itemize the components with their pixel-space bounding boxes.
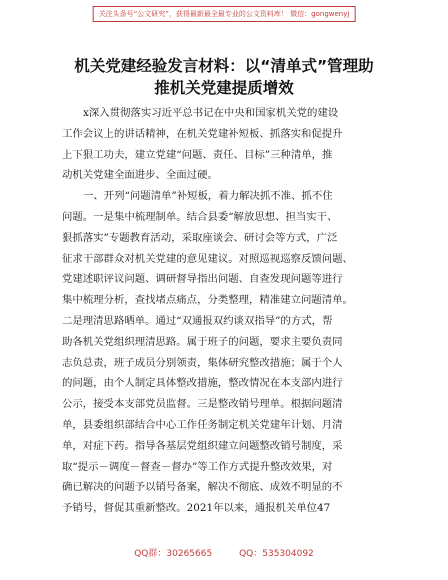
body-line: 单，对症下药。指导各基层党组织建立问题整改销号制度，采 [62, 439, 343, 452]
footer-qq: QQ：535304092 [239, 549, 314, 559]
body-line: 助各机关党组织理清思路。属于班子的问题，要求主要负责同 [62, 335, 343, 348]
body-line: 动机关党建全面进步、全面过硬。 [62, 169, 218, 182]
body-line: 志负总责，班子成员分别领责，集体研究整改措施；属于个人 [62, 356, 343, 369]
footer-qq-group: QQ群：30265665 [134, 549, 213, 559]
body-line: 的问题，由个人制定具体整改措施，整改情况在本支部内进行 [62, 377, 343, 390]
body-line: 问题。一是集中梳理制单。结合县委“解放思想、担当实干、 [62, 210, 338, 223]
header-banner: 关注头条号“公文研究”，获得最新最全最专业的公文资料库！ 微信：gongwenyj [93, 6, 356, 22]
body-line: 取“提示－调度－督查－督办”等工作方式提升整改效果，对 [62, 460, 333, 473]
document-body [62, 103, 387, 519]
body-line: 确已解决的问题予以销号备案，解决不彻底、成效不明显的不 [62, 481, 343, 494]
title-line-1: 机关党建经验发言材料：以“清单式”管理助 [74, 57, 374, 75]
title-line-2: 推机关党建提质增效 [154, 79, 294, 97]
body-line: 单，县委组织部结合中心工作任务制定机关党建年计划、月清 [62, 418, 343, 431]
footer-contacts [0, 546, 448, 559]
body-line: 集中梳理分析，查找堵点痛点，分类整理，精准建立问题清单。 [62, 294, 353, 307]
body-line: 一、开列“问题清单”补短板，着力解决抓不准、抓不住 [83, 190, 333, 203]
body-line: 公示，接受本支部党员监督。三是整改销号理单。根据问题清 [62, 398, 343, 411]
body-line: 工作会议上的讲话精神，在机关党建补短板、抓落实和促提升 [62, 127, 343, 140]
body-line: x深入贯彻落实习近平总书记在中央和国家机关党的建设 [83, 107, 339, 119]
body-line: 予销号，督促其重新整改。2021年以来，通报机关单位47 [62, 502, 331, 515]
document-title [0, 55, 448, 99]
body-line: 征求干部群众对机关党建的意见建议。对照巡视巡察反馈问题、 [62, 252, 353, 265]
body-line: 上下狠工功夫，建立党建“问题、责任、目标”三种清单，推 [62, 148, 333, 161]
body-line: 党建述职评议问题、调研督导指出问题、自查发现问题等进行 [62, 273, 343, 286]
body-line: 二是理清思路晒单。通过“双通报双约谈双指导”的方式，帮 [62, 314, 333, 327]
body-line: 狠抓落实”专题教育活动，采取座谈会、研讨会等方式，广泛 [62, 231, 338, 244]
